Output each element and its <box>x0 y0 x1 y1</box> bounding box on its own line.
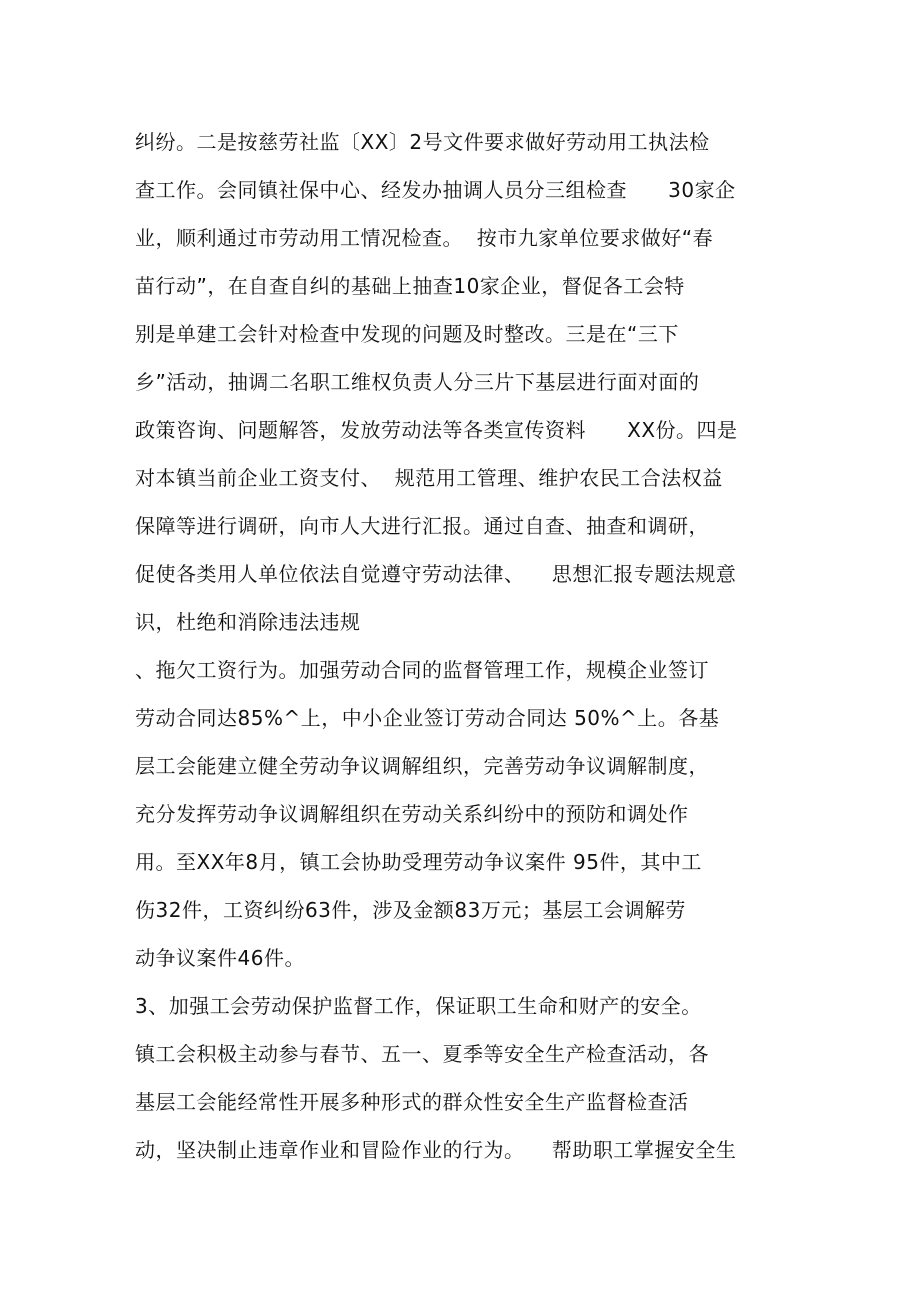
text-line: 层工会能建立健全劳动争议调解组织，完善劳动争议调解制度， <box>135 754 709 778</box>
text-line: 用。至XX年8月，镇工会协助受理劳动争议案件 95件，其中工 <box>135 850 702 874</box>
text-line: 识，杜绝和消除违法违规 <box>135 610 361 634</box>
text-line: 对本镇当前企业工资支付、 规范用工管理、维护农民工合法权益 <box>135 466 723 490</box>
text-line: 动，坚决制止违章作业和冒险作业的行为。 帮助职工掌握安全生 <box>135 1138 737 1162</box>
text-line: 乡”活动，抽调二名职工维权负责人分三片下基层进行面对面的 <box>135 370 700 394</box>
text-line: 镇工会积极主动参与春节、五一、夏季等安全生产检查活动，各 <box>135 1042 709 1066</box>
text-line: 基层工会能经常性开展多种形式的群众性安全生产监督检查活 <box>135 1090 689 1114</box>
body-text <box>135 124 795 1180</box>
text-line: 业，顺利通过市劳动用工情况检查。 按市九家单位要求做好“春 <box>135 226 714 250</box>
text-line: 苗行动”，在自查自纠的基础上抽查10家企业，督促各工会特 <box>135 274 685 298</box>
text-line: 促使各类用人单位依法自觉遵守劳动法律、 思想汇报专题法规意 <box>135 562 737 586</box>
text-line: 查工作。会同镇社保中心、经发办抽调人员分三组检查 30家企 <box>135 178 736 202</box>
text-line: 别是单建工会针对检查中发现的问题及时整改。三是在“三下 <box>135 322 679 346</box>
text-line: 动争议案件46件。 <box>135 946 305 970</box>
text-line: 纠纷。二是按慈劳社监〔XX〕2号文件要求做好劳动用工执法检 <box>135 130 710 154</box>
text-line: 伤32件，工资纠纷63件，涉及金额83万元；基层工会调解劳 <box>135 898 686 922</box>
text-line: 政策咨询、问题解答，发放劳动法等各类宣传资料 XX份。四是 <box>135 418 738 442</box>
text-line: 保障等进行调研，向市人大进行汇报。通过自查、抽查和调研， <box>135 514 709 538</box>
text-line: 充分发挥劳动争议调解组织在劳动关系纠纷中的预防和调处作 <box>135 802 689 826</box>
text-line: 、拖欠工资行为。加强劳动合同的监督管理工作，规模企业签订 <box>135 658 709 682</box>
text-line: 劳动合同达85%^上，中小企业签订劳动合同达 50%^上。各基 <box>135 706 720 730</box>
text-line: 3、加强工会劳动保护监督工作，保证职工生命和财产的安全。 <box>135 994 702 1018</box>
